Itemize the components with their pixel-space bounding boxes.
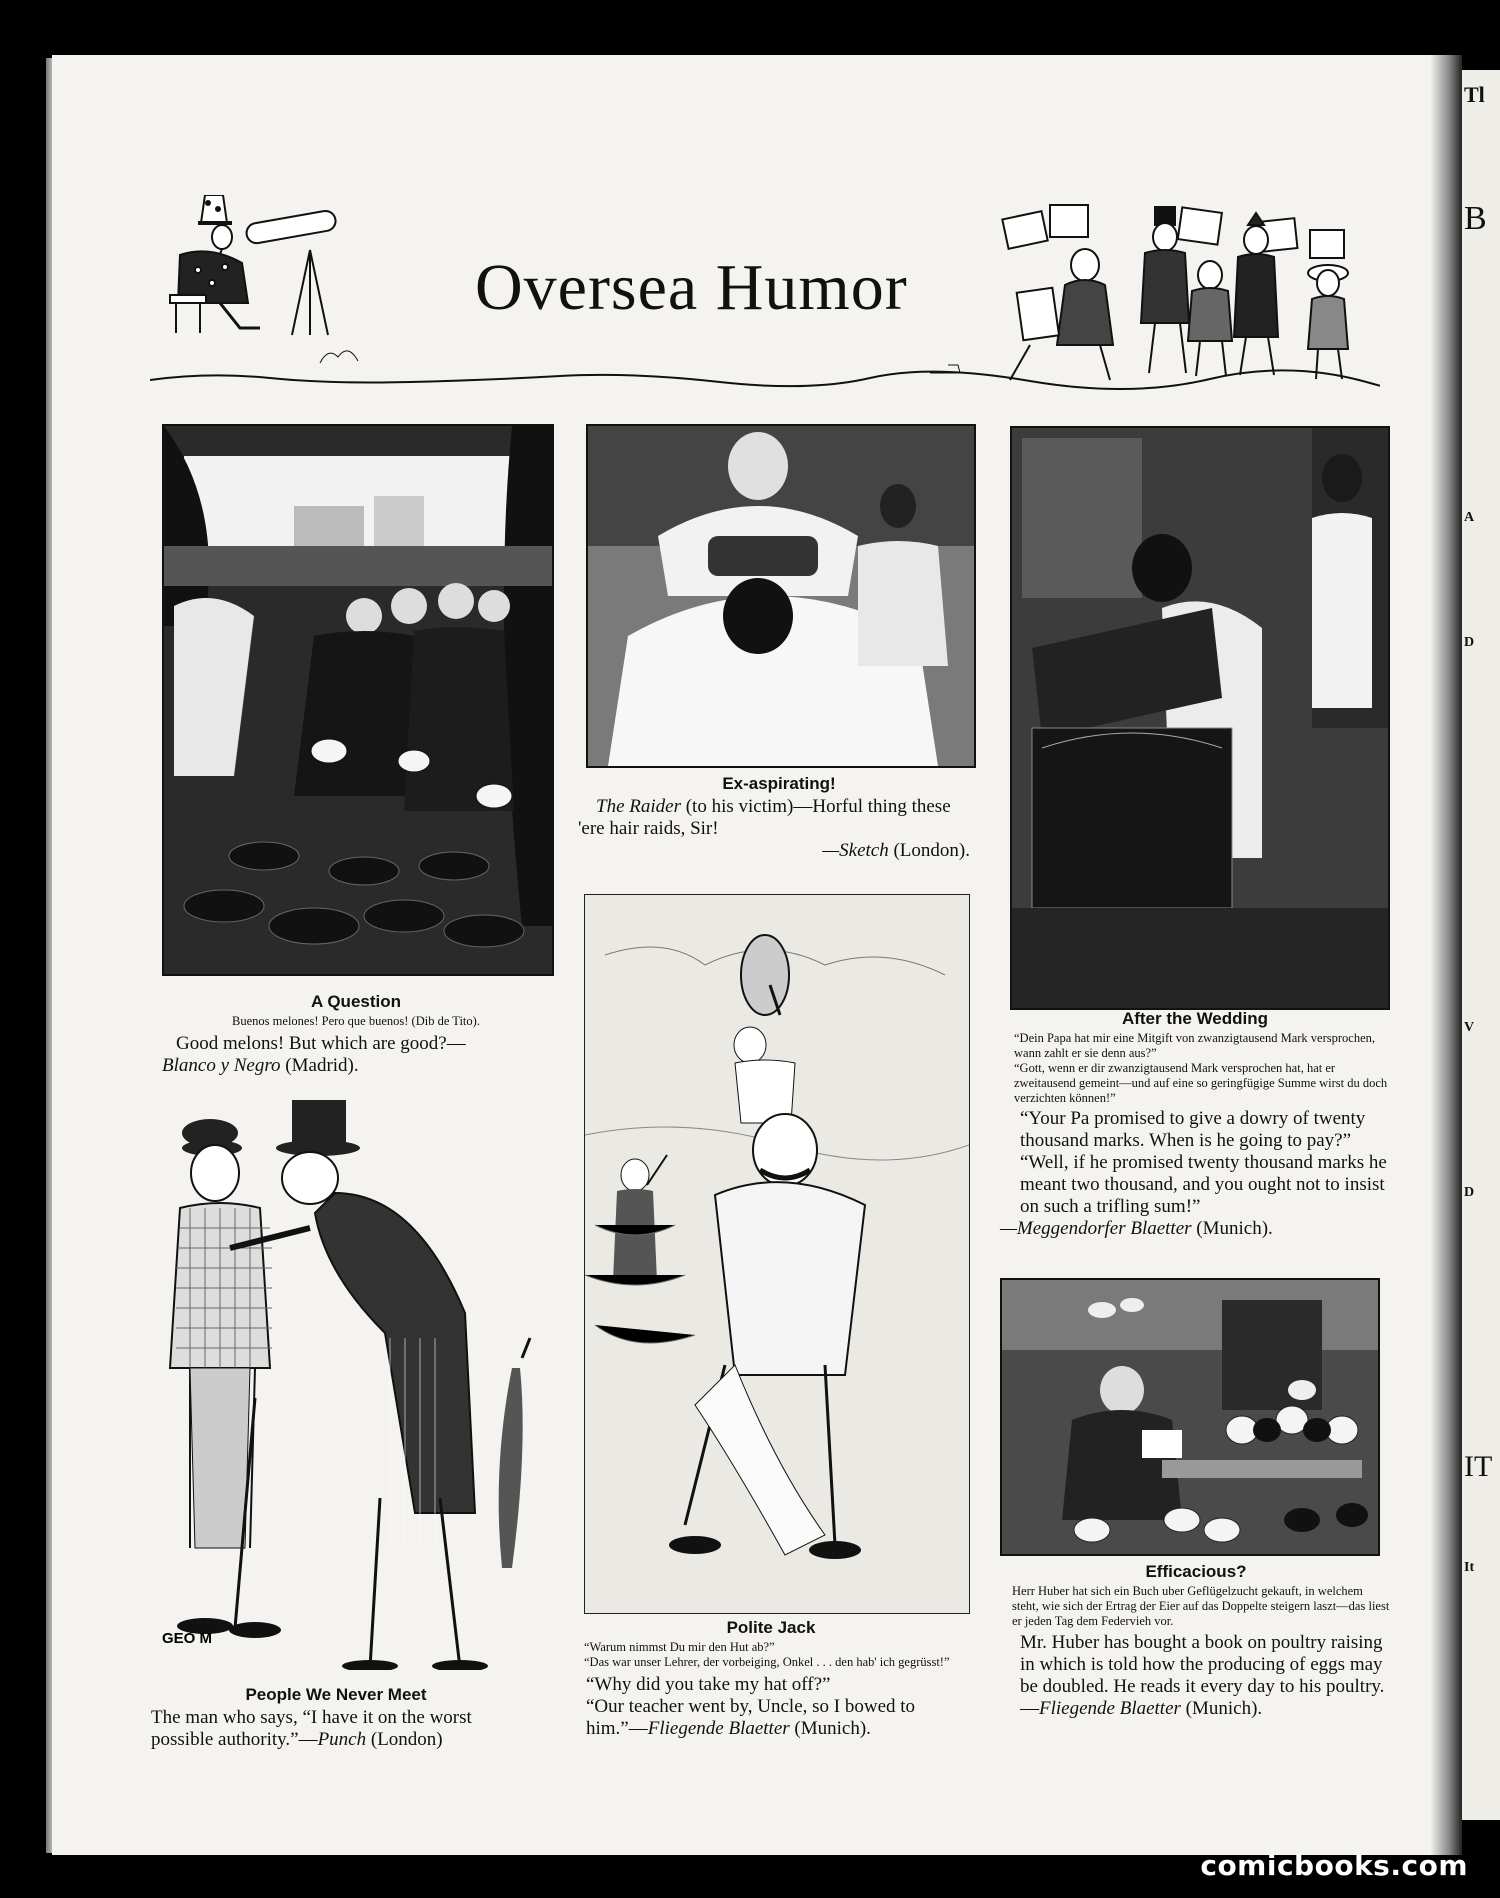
source-publication: Blanco y Negro — [162, 1055, 281, 1076]
original-caption: “Warum nimmst Du mir den Hut ab?” — [584, 1640, 775, 1654]
original-caption: Herr Huber hat sich ein Buch uber Geflügelzucht gekauft, in welchem steht, wie sich der Ertrag der Eier auf das Doppelte steigern laszt—das liest er jeden Tag dem Federvieh vor. — [1012, 1584, 1390, 1628]
cartoon-polite-jack-caption — [570, 1618, 972, 1740]
fragment-text: A — [1464, 510, 1475, 525]
caption-text: The man who says, “I have it on the worst possible authority.”— — [151, 1707, 472, 1750]
translation-text: “Your Pa promised to give a dowry of twenty thousand marks. When is he going to pay?” — [1020, 1108, 1366, 1151]
cartoon-dialogue: (to his victim)—Horful thing these 'ere hair raids, Sir! — [578, 796, 951, 839]
source-place: (London). — [893, 840, 970, 861]
artist-signature: GEO M — [162, 1630, 213, 1647]
uncle-sam-illustration — [170, 195, 337, 335]
translation-text: “Our teacher went by, Uncle, so I bowed to him.”— — [586, 1696, 916, 1739]
source-publication: —Sketch — [822, 840, 889, 861]
foreign-caricatures-illustration — [1002, 205, 1348, 380]
cartoon-efficacious-image — [1000, 1278, 1380, 1556]
fragment-text: Tl — [1464, 82, 1485, 107]
cartoon-title: Efficacious? — [1145, 1562, 1247, 1581]
fragment-text: IT — [1464, 1450, 1493, 1483]
source-place: (Madrid). — [285, 1055, 359, 1076]
cartoon-ex-aspirating-image — [586, 424, 976, 768]
page-gutter — [1430, 55, 1462, 1855]
source-place: (Munich). — [1185, 1698, 1263, 1719]
cartoon-polite-jack-image — [584, 894, 970, 1614]
cartoon-title: Polite Jack — [726, 1618, 816, 1637]
speaker-name: The Raider — [596, 796, 681, 817]
fragment-text: It — [1464, 1560, 1475, 1575]
cartoon-people-we-never-meet-caption — [135, 1685, 537, 1751]
cartoon-title: People We Never Meet — [245, 1685, 427, 1704]
adjacent-page-fragment — [1462, 70, 1500, 1820]
fragment-text: B — [1464, 200, 1487, 237]
fragment-text: D — [1464, 1185, 1475, 1200]
source-place: (Munich). — [794, 1718, 871, 1739]
cartoon-ex-aspirating-caption — [578, 774, 980, 862]
page-header — [150, 195, 1380, 405]
cartoon-after-the-wedding-image — [1010, 426, 1390, 1010]
fragment-text: D — [1464, 635, 1475, 650]
source-publication: Fliegende Blaetter — [1039, 1698, 1181, 1719]
cartoon-efficacious-caption — [1002, 1562, 1390, 1720]
cartoon-people-we-never-meet-image — [160, 1098, 550, 1670]
watermark: comicbooks.com — [1200, 1849, 1468, 1882]
source-place: (London) — [370, 1729, 443, 1750]
fragment-text: V — [1464, 1020, 1475, 1035]
original-caption: “Das war unser Lehrer, der vorbeiging, Onkel . . . den hab' ich gegrüsst!” — [584, 1655, 950, 1669]
source-publication: —Meggendorfer Blaetter — [1000, 1218, 1192, 1239]
original-caption: “Dein Papa hat mir eine Mitgift von zwanzigtausend Mark versprochen, wann zahlt er sie denn aus?” — [1014, 1031, 1375, 1060]
cartoon-after-the-wedding-caption — [1000, 1009, 1390, 1240]
cartoon-title: A Question — [310, 992, 402, 1011]
translation-text: Good melons! But which are good?— — [176, 1033, 466, 1054]
cartoon-a-question-caption — [162, 992, 550, 1077]
cartoon-a-question-image — [162, 424, 554, 976]
translation-text: Mr. Huber has bought a book on poultry raising in which is told how the producing of eggs may be doubled. He reads it every day to his poultry.— — [1020, 1632, 1385, 1719]
source-place: (Munich). — [1196, 1218, 1273, 1239]
original-caption: Buenos melones! Pero que buenos! (Dib de Tito). — [232, 1014, 480, 1028]
page-title: Oversea Humor — [475, 251, 908, 324]
cartoon-title: Ex-aspirating! — [722, 774, 836, 793]
source-publication: Fliegende Blaetter — [647, 1718, 790, 1739]
translation-text: “Why did you take my hat off?” — [586, 1674, 831, 1695]
translation-text: “Well, if he promised twenty thousand marks he meant two thousand, and you ought not to insist on such a trifling sum!” — [1020, 1152, 1387, 1217]
original-caption: “Gott, wenn er dir zwanzigtausend Mark versprochen hat, hat er zweitausend gemeint—und auf eine so geringfügige Summe wirst du doch verzichten können!” — [1014, 1061, 1388, 1105]
source-publication: Punch — [317, 1729, 367, 1750]
cartoon-title: After the Wedding — [1121, 1009, 1269, 1028]
